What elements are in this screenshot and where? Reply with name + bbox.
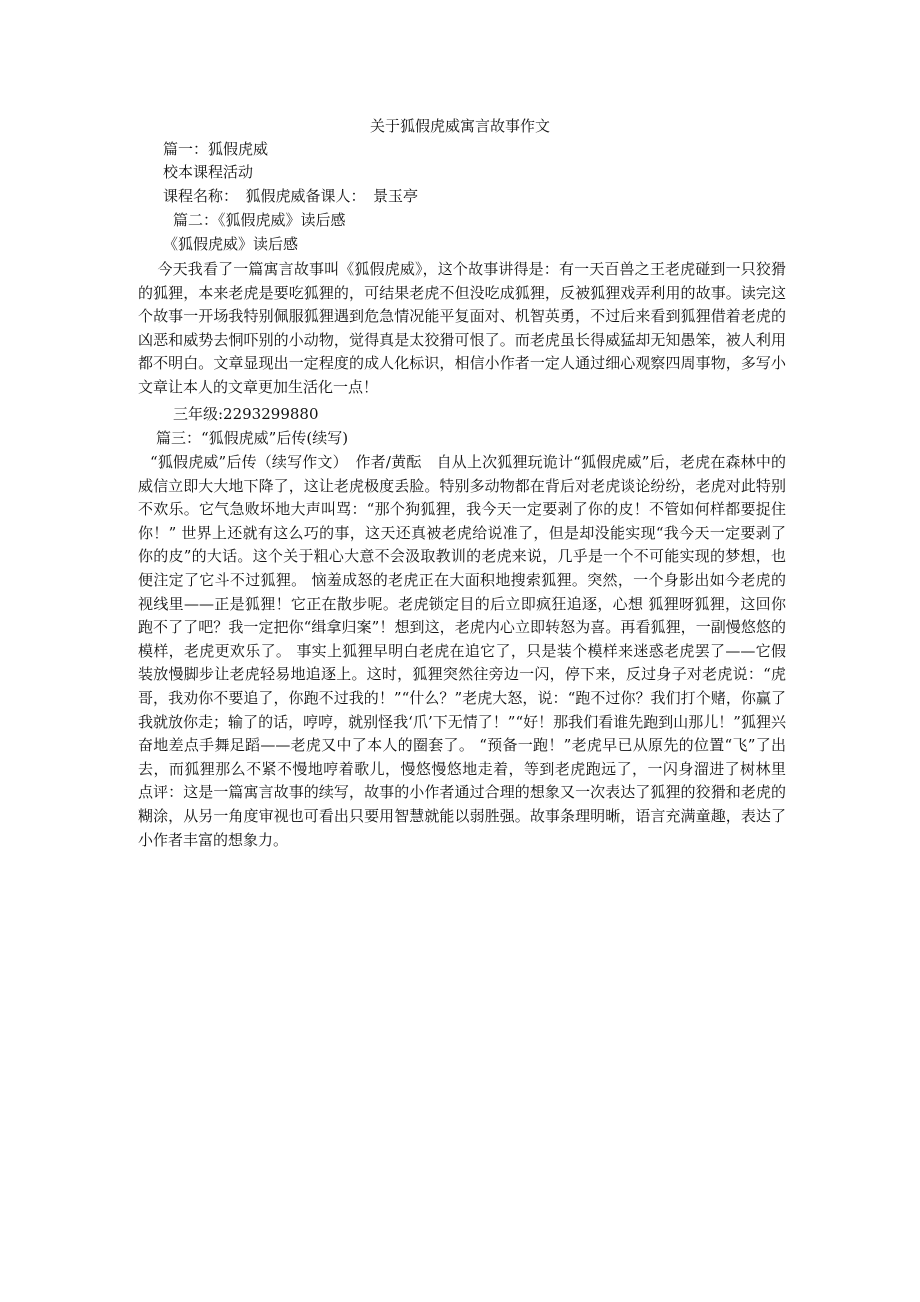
- document-title: 关于狐假虎威寓言故事作文: [369, 117, 550, 135]
- section2-body: 今天我看了一篇寓言故事叫《狐假虎威》，这个故事讲得是：有一天百兽之王老虎碰到一只狡猾的狐狸，本来老虎是要吃狐狸的，可结果老虎不但没吃成狐狸，反被狐狸戏弄利用的故事。读完这个故事一开场我特别佩服狐狸遇到危急情况能平复面对、机智英勇，不过后来看到狐狸借着老虎的凶恶和威势去恫吓别的小动物，觉得真是太狡猾可恨了。而老虎虽长得威猛却无知愚笨，被人利用都不明白。文章显现出一定程度的成人化标识，相信小作者一定人通过细心观察四周事物，多写小文章让本人的文章更加生活化一点！: [138, 260, 786, 396]
- section3-heading: 篇三：“狐假虎威”后传(续写): [156, 429, 349, 447]
- section1-heading: 篇一：狐假虎威: [163, 140, 269, 158]
- activity-line: 校本课程活动: [163, 163, 254, 181]
- section2-heading: 篇二：《狐假虎威》读后感: [173, 211, 346, 229]
- course-info-line: 课程名称： 狐假虎威备课人： 景玉亭: [163, 187, 419, 205]
- section2-subtitle: 《狐假虎威》读后感: [163, 235, 299, 253]
- section3-body: “狐假虎威”后传（续写作文） 作者/黄酝 自从上次狐狸玩诡计“狐假虎威”后，老虎在森林中的威信立即大大地下降了，这让老虎极度丢脸。特别多动物都在背后对老虎谈论纷纷，老虎对此特别不欢乐。它气急败坏地大声叫骂：“那个狗狐狸，我今天一定要剥了你的皮！不管如何样都要捉住你！” 世界上还就有这么巧的事，这天还真被老虎给说准了，但是却没能实现“我今天一定要剥了你的皮”的大话。这个关于粗心大意不会汲取教训的老虎来说，几乎是一个不可能实现的梦想，也便注定了它斗不过狐狸。 恼羞成怒的老虎正在大面积地搜索狐狸。突然，一个身影出如今老虎的视线里——正是狐狸！它正在散步呢。老虎锁定目的后立即疯狂追逐，心想 狐狸呀狐狸，这回你跑不了了吧？我一定把你“缉拿归案”！想到这，老虎内心立即转怒为喜。再看狐狸，一副慢悠悠的模样，老虎更欢乐了。 事实上狐狸早明白老虎在追它了，只是装个模样来迷惑老虎罢了——它假装放慢脚步让老虎轻易地追逐上。这时，狐狸突然往旁边一闪，停下来，反过身子对老虎说：“虎哥，我劝你不要追了，你跑不过我的！”“什么？”老虎大怒，说：“跑不过你？我们打个赌，你赢了我就放你走；输了的话，哼哼，就别怪我‘爪’下无情了！”“好！那我们看谁先跑到山那儿！”狐狸兴奋地差点手舞足蹈——老虎又中了本人的圈套了。 “预备一跑！”老虎早已从原先的位置“飞”了出去，而狐狸那么不紧不慢地哼着歌儿，慢悠慢悠地走着，等到老虎跑远了，一闪身溜进了树林里 点评：这是一篇寓言故事的续写，故事的小作者通过合理的想象又一次表达了狐狸的狡猾和老虎的糊涂，从另一角度审视也可看出只要用智慧就能以弱胜强。故事条理明晰，语言充满童趣，表达了小作者丰富的想象力。: [138, 453, 786, 849]
- grade-line: 三年级:2293299880: [173, 405, 319, 423]
